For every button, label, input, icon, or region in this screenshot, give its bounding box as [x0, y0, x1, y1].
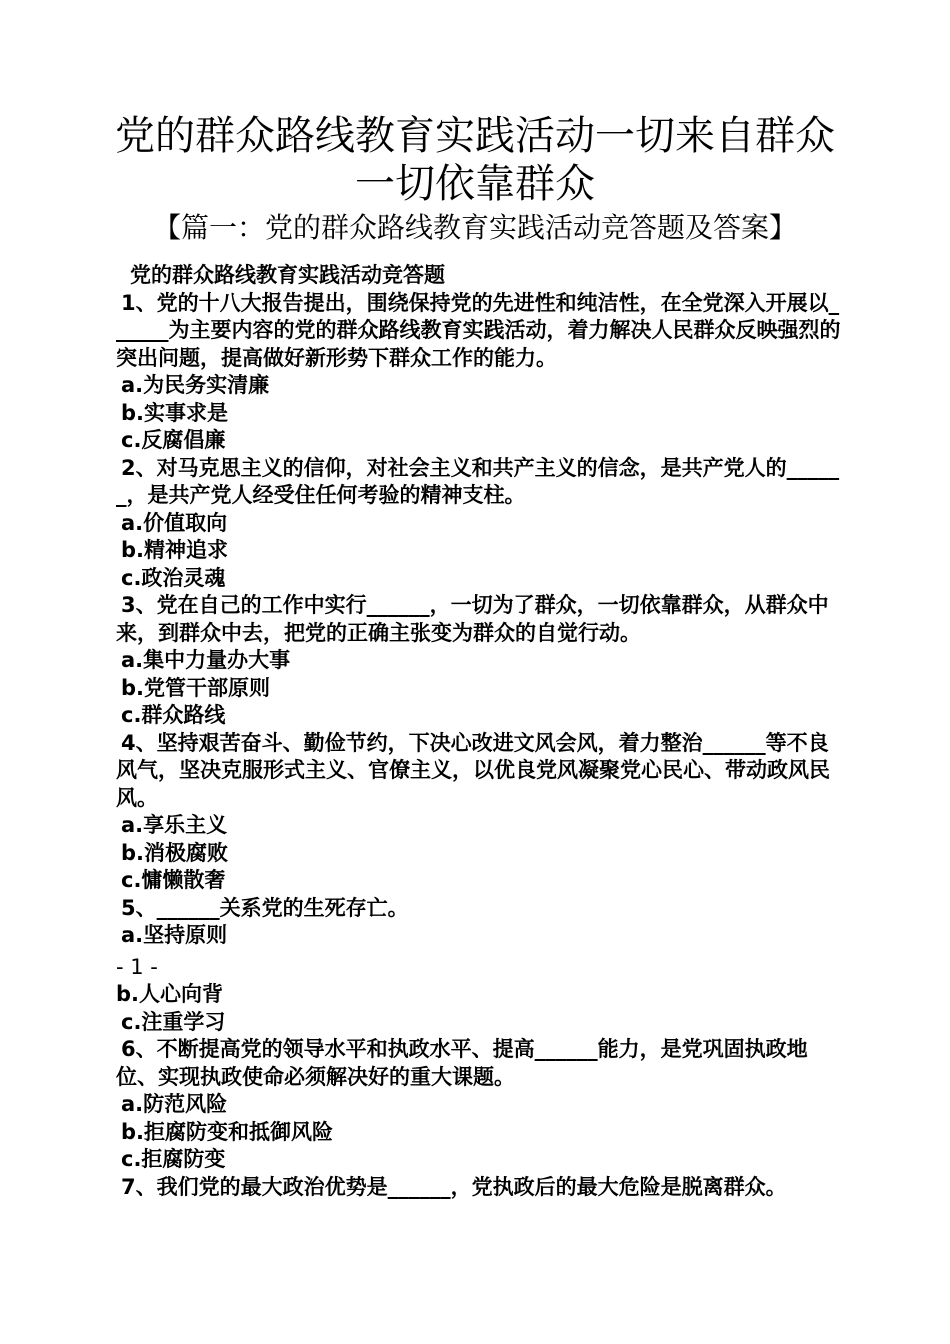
question-6-option-b: b.拒腐防变和抵御风险 — [121, 1119, 334, 1144]
question-5-option-c: c.注重学习 — [121, 1009, 226, 1034]
question-2-option-b: b.精神追求 — [121, 538, 229, 562]
question-2-option-a: a.价值取向 — [121, 510, 228, 535]
question-4-option-b: b.消极腐败 — [121, 840, 229, 865]
section-heading: 党的群众路线教育实践活动竞答题 — [130, 263, 445, 287]
question-3-option-c: c.群众路线 — [121, 703, 226, 727]
question-block-first — [116, 262, 841, 950]
question-7-text: 7、我们党的最大政治优势是______，党执政后的最大危险是脱离群众。 — [121, 1174, 787, 1199]
question-6-option-c: c.拒腐防变 — [121, 1147, 226, 1171]
question-6-option-a: a.防范风险 — [121, 1092, 228, 1116]
question-4-text: 4、坚持艰苦奋斗、勤俭节约，下决心改进文风会风，着力整治______等不良风气，坚决克服形式主义、官僚主义，以优良党风凝聚党心民心、带动政风民风。 — [116, 730, 830, 810]
question-4-option-a: a.享乐主义 — [121, 813, 228, 837]
question-5-text: 5、______关系党的生死存亡。 — [121, 895, 409, 920]
question-4-option-c: c.慵懒散奢 — [121, 868, 226, 892]
question-3-text: 3、党在自己的工作中实行______，一切为了群众，一切依靠群众，从群众中来，到群众中去，把党的正确主张变为群众的自觉行动。 — [116, 593, 829, 645]
document-subtitle: 【篇一：党的群众路线教育实践活动竞答题及答案】 — [152, 211, 797, 244]
question-2-text: 2、对马克思主义的信仰，对社会主义和共产主义的信念，是共产党人的______，是共产党人经受住任何考验的精神支柱。 — [116, 455, 840, 507]
question-1-option-c: c.反腐倡廉 — [121, 428, 226, 452]
question-5-option-a: a.坚持原则 — [121, 923, 228, 947]
question-1-text: 1、党的十八大报告提出，围绕保持党的先进性和纯洁性，在全党深入开展以______为主要内容的党的群众路线教育实践活动，着力解决人民群众反映强烈的突出问题，提高做好新形势下群众工作的能力。 — [116, 290, 841, 370]
question-6-text: 6、不断提高党的领导水平和执政水平、提高______能力，是党巩固执政地位、实现执政使命必须解决好的重大课题。 — [116, 1037, 808, 1089]
page-number: - 1 - — [116, 955, 158, 979]
document-title: 党的群众路线教育实践活动一切来自群众一切依靠群众 — [115, 113, 835, 207]
question-2-option-c: c.政治灵魂 — [121, 565, 226, 590]
question-5-option-b: b.人心向背 — [116, 982, 224, 1006]
question-1-option-b: b.实事求是 — [121, 400, 229, 425]
question-block-second — [116, 981, 841, 1201]
question-1-option-a: a.为民务实清廉 — [121, 373, 270, 397]
question-3-option-a: a.集中力量办大事 — [121, 648, 291, 672]
question-3-option-b: b.党管干部原则 — [121, 675, 271, 700]
